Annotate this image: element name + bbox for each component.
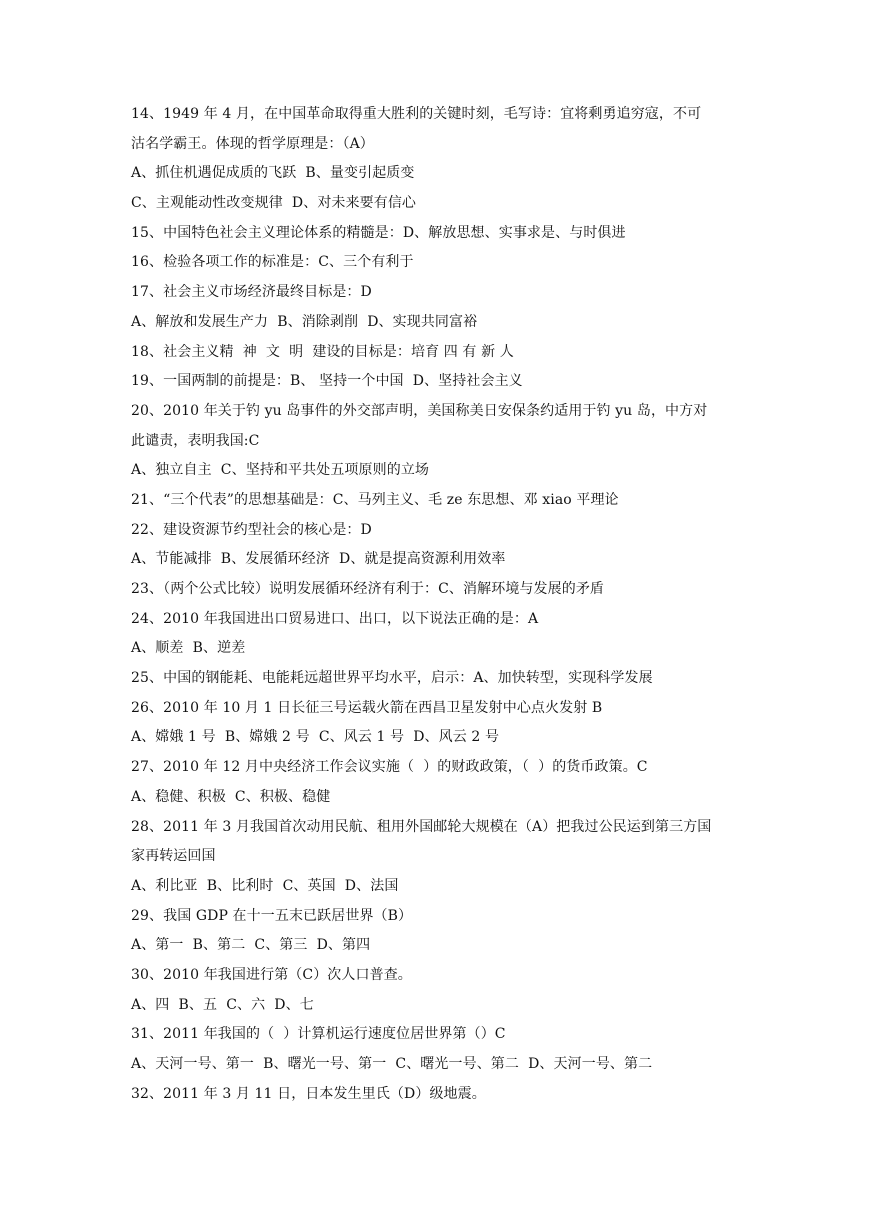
text-line: 18、社会主义精 神 文 明 建设的目标是：培育 四 有 新 人 (131, 343, 514, 360)
text-line: A、利比亚 B、比利时 C、英国 D、法国 (131, 877, 399, 894)
text-line: 29、我国 GDP 在十一五末已跃居世界（B） (131, 907, 413, 924)
text-line: 31、2011 年我国的（ ）计算机运行速度位居世界第（）C (131, 1026, 506, 1043)
text-line: A、稳健、积极 C、积极、稳健 (131, 788, 331, 805)
text-line: 16、检验各项工作的标准是：C、三个有利于 (131, 254, 414, 271)
text-line: 23、（两个公式比较）说明发展循环经济有利于：C、消解环境与发展的矛盾 (131, 581, 605, 597)
text-line: 21、“三个代表”的思想基础是：C、马列主义、毛 ze 东思想、邓 xiao 平理论 (131, 491, 619, 508)
text-line: 27、2010 年 12 月中央经济工作会议实施（ ）的财政政策，（ ）的货币政策。C (131, 759, 648, 776)
text-line: A、嫦娥 1 号 B、嫦娥 2 号 C、风云 1 号 D、风云 2 号 (131, 729, 500, 746)
text-line: A、抓住机遇促成质的飞跃 B、量变引起质变 (131, 165, 415, 182)
text-line: 17、社会主义市场经济最终目标是：D (131, 284, 372, 301)
text-line: 24、2010 年我国进出口贸易进口、出口，以下说法正确的是：A (131, 610, 539, 627)
text-line: 20、2010 年关于钓 yu 岛事件的外交部声明，美国称美日安保条约适用于钓 yu 岛，中方对 (131, 402, 708, 419)
text-line: 此谴责，表明我国:C (131, 432, 260, 449)
text-line: A、四 B、五 C、六 D、七 (131, 996, 314, 1013)
text-line: 28、2011 年 3 月我国首次动用民航、租用外国邮轮大规模在（A）把我过公民运到第三方国 (131, 818, 712, 835)
text-line: A、解放和发展生产力 B、消除剥削 D、实现共同富裕 (131, 313, 478, 330)
text-line: C、主观能动性改变规律 D、对未来要有信心 (131, 195, 417, 212)
text-line: 家再转运回国 (131, 848, 216, 865)
text-line: 14、1949 年 4 月，在中国革命取得重大胜利的关键时刻，毛写诗：宜将剩勇追穷寇，不可 (131, 106, 702, 122)
text-line: 15、中国特色社会主义理论体系的精髓是：D、解放思想、实事求是、与时俱进 (131, 224, 626, 241)
text-line: A、独立自主 C、坚持和平共处五项原则的立场 (131, 462, 430, 479)
text-line: 25、中国的钢能耗、电能耗远超世界平均水平，启示：A、加快转型，实现科学发展 (131, 670, 653, 687)
text-line: 沽名学霸王。体现的哲学原理是：（A） (131, 135, 374, 152)
text-line: A、天河一号、第一 B、曙光一号、第一 C、曙光一号、第二 D、天河一号、第二 (131, 1056, 653, 1072)
text-line: 19、一国两制的前提是：B、 坚持一个中国 D、坚持社会主义 (131, 373, 523, 390)
text-line: A、顺差 B、逆差 (131, 640, 246, 657)
text-line: A、第一 B、第二 C、第三 D、第四 (131, 937, 371, 954)
document-body (131, 100, 751, 1109)
text-line: A、节能减排 B、发展循环经济 D、就是提高资源利用效率 (131, 551, 506, 568)
text-line: 32、2011 年 3 月 11 日，日本发生里氏（D）级地震。 (131, 1085, 486, 1102)
text-line: 26、2010 年 10 月 1 日长征三号运载火箭在西昌卫星发射中心点火发射 B (131, 699, 603, 716)
text-line: 22、建设资源节约型社会的核心是：D (131, 521, 372, 538)
text-line: 30、2010 年我国进行第（C）次人口普查。 (131, 966, 412, 983)
